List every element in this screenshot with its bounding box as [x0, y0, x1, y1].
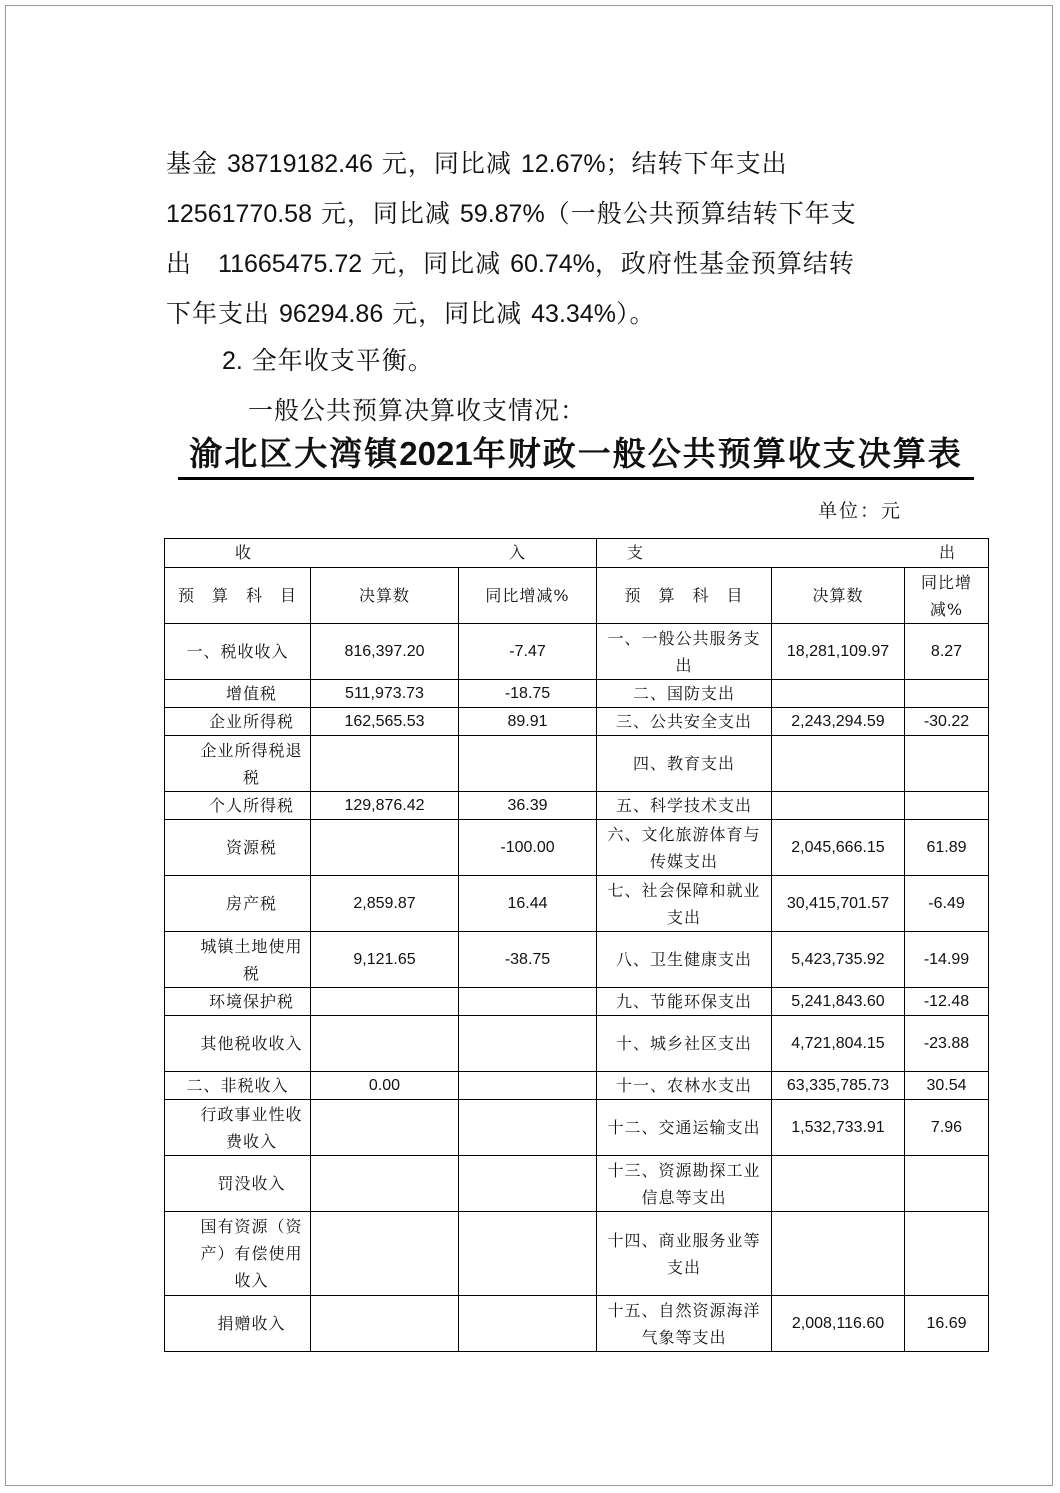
title-post: 年财政一般公共预算收支决算表: [472, 434, 963, 473]
income-item: 一、税收收入: [165, 624, 311, 680]
expense-change: -14.99: [905, 932, 989, 988]
expense-amount: 5,423,735.92: [772, 932, 905, 988]
paragraph-line-3: [166, 239, 896, 289]
expense-item: 一、一般公共服务支出: [597, 624, 772, 680]
amount: 38719182.46: [226, 150, 373, 178]
text-run: 元，同比减: [362, 249, 511, 278]
expense-change: 7.96: [905, 1100, 989, 1156]
text-run: 元，同比减: [383, 299, 532, 328]
expense-amount: 2,243,294.59: [772, 708, 905, 736]
income-group-right: 入: [508, 543, 526, 562]
expense-amount: 18,281,109.97: [772, 624, 905, 680]
income-change: 89.91: [459, 708, 597, 736]
percentage: 12.67%: [520, 150, 606, 178]
expense-amount: 63,335,785.73: [772, 1072, 905, 1100]
table-row: [165, 680, 989, 708]
expense-change: 30.54: [905, 1072, 989, 1100]
table-row: [165, 1212, 989, 1296]
income-change: -38.75: [459, 932, 597, 988]
income-change: [459, 1100, 597, 1156]
income-change: -18.75: [459, 680, 597, 708]
table-row: [165, 820, 989, 876]
expense-amount: [772, 792, 905, 820]
income-change: 16.44: [459, 876, 597, 932]
col-header-income-item: 预 算 科 目: [165, 568, 311, 624]
column-header-row: [165, 568, 989, 624]
col-header-income-amount: 决算数: [311, 568, 459, 624]
income-amount: [311, 1156, 459, 1212]
percentage: 60.74%: [510, 250, 595, 278]
body-paragraph: [166, 139, 896, 339]
expense-amount: [772, 736, 905, 792]
table-row: [165, 708, 989, 736]
text-run: （一般公共预算结转下年支: [544, 199, 857, 228]
paragraph-line-1: [166, 139, 896, 189]
table-row: [165, 1156, 989, 1212]
income-amount: 162,565.53: [311, 708, 459, 736]
col-header-expense-amount: 决算数: [772, 568, 905, 624]
expense-change: -6.49: [905, 876, 989, 932]
income-change: [459, 1296, 597, 1352]
amount: 12561770.58: [166, 200, 312, 228]
table-row: [165, 876, 989, 932]
expense-item: 二、国防支出: [597, 680, 772, 708]
expense-item: 十、城乡社区支出: [597, 1016, 772, 1072]
expense-group-header: [597, 539, 989, 568]
income-amount: 129,876.42: [311, 792, 459, 820]
income-change: [459, 1156, 597, 1212]
income-amount: [311, 988, 459, 1016]
table-row: [165, 1072, 989, 1100]
table-row: [165, 736, 989, 792]
list-number: 2.: [222, 347, 243, 375]
income-change: [459, 1212, 597, 1296]
text-run: ；结转下年支出: [605, 149, 788, 178]
income-amount: 2,859.87: [311, 876, 459, 932]
amount: 11665475.72: [218, 250, 363, 278]
table-row: [165, 1016, 989, 1072]
group-header-row: [165, 539, 989, 568]
expense-item: 三、公共安全支出: [597, 708, 772, 736]
income-item: 国有资源（资产）有偿使用收入: [165, 1212, 311, 1296]
expense-amount: [772, 1156, 905, 1212]
col-header-income-change: 同比增减%: [459, 568, 597, 624]
expense-amount: 2,045,666.15: [772, 820, 905, 876]
text-run: ，政府性基金预算结转: [594, 249, 855, 278]
income-change: [459, 988, 597, 1016]
income-amount: [311, 1016, 459, 1072]
expense-amount: 2,008,116.60: [772, 1296, 905, 1352]
income-item: 捐赠收入: [165, 1296, 311, 1352]
unit-label: 单位：元: [818, 500, 903, 522]
expense-item: 十三、资源勘探工业信息等支出: [597, 1156, 772, 1212]
expense-change: [905, 680, 989, 708]
income-item: 资源税: [165, 820, 311, 876]
income-amount: [311, 1100, 459, 1156]
income-amount: [311, 736, 459, 792]
income-amount: 0.00: [311, 1072, 459, 1100]
expense-amount: 4,721,804.15: [772, 1016, 905, 1072]
percentage: 43.34%: [531, 300, 616, 328]
income-item: 二、非税收入: [165, 1072, 311, 1100]
income-group-header: [165, 539, 597, 568]
income-change: -100.00: [459, 820, 597, 876]
expense-item: 十五、自然资源海洋气象等支出: [597, 1296, 772, 1352]
expense-change: [905, 736, 989, 792]
expense-item: 八、卫生健康支出: [597, 932, 772, 988]
paragraph-line-2: [166, 189, 896, 239]
income-item: 其他税收收入: [165, 1016, 311, 1072]
col-header-expense-item: 预 算 科 目: [597, 568, 772, 624]
table-row: [165, 988, 989, 1016]
expense-amount: 5,241,843.60: [772, 988, 905, 1016]
income-change: [459, 1072, 597, 1100]
income-item: 企业所得税退税: [165, 736, 311, 792]
expense-change: -12.48: [905, 988, 989, 1016]
expense-amount: 30,415,701.57: [772, 876, 905, 932]
expense-change: [905, 792, 989, 820]
income-amount: [311, 820, 459, 876]
income-item: 企业所得税: [165, 708, 311, 736]
income-amount: [311, 1296, 459, 1352]
expense-item: 六、文化旅游体育与传媒支出: [597, 820, 772, 876]
text-run: ）。: [615, 299, 656, 328]
title-year: 2021: [399, 435, 473, 472]
income-amount: 511,973.73: [311, 680, 459, 708]
income-amount: 816,397.20: [311, 624, 459, 680]
income-change: 36.39: [459, 792, 597, 820]
table-row: [165, 1296, 989, 1352]
amount: 96294.86: [278, 300, 384, 328]
table-row: [165, 624, 989, 680]
expense-item: 十二、交通运输支出: [597, 1100, 772, 1156]
expense-item: 十一、农林水支出: [597, 1072, 772, 1100]
expense-amount: [772, 1212, 905, 1296]
table-row: [165, 1100, 989, 1156]
text-run: 元，同比减: [311, 199, 460, 228]
expense-item: 十四、商业服务业等支出: [597, 1212, 772, 1296]
expense-change: 8.27: [905, 624, 989, 680]
expense-change: 16.69: [905, 1296, 989, 1352]
expense-group-right: 出: [938, 543, 956, 562]
expense-item: 七、社会保障和就业支出: [597, 876, 772, 932]
expense-amount: [772, 680, 905, 708]
text-run: 出: [166, 249, 219, 278]
income-item: 环境保护税: [165, 988, 311, 1016]
expense-change: -23.88: [905, 1016, 989, 1072]
income-item: 行政事业性收费收入: [165, 1100, 311, 1156]
col-header-expense-change: 同比增减%: [905, 568, 989, 624]
table-intro: 一般公共预算决算收支情况：: [248, 396, 587, 425]
income-change: -7.47: [459, 624, 597, 680]
income-item: 增值税: [165, 680, 311, 708]
expense-item: 五、科学技术支出: [597, 792, 772, 820]
budget-table: [164, 538, 989, 1352]
percentage: 59.87%: [459, 200, 545, 228]
income-amount: [311, 1212, 459, 1296]
expense-item: 四、教育支出: [597, 736, 772, 792]
paragraph-line-4: [166, 289, 896, 339]
title-pre: 渝北区大湾镇: [189, 434, 400, 473]
expense-change: [905, 1156, 989, 1212]
expense-item: 九、节能环保支出: [597, 988, 772, 1016]
income-item: 罚没收入: [165, 1156, 311, 1212]
expense-amount: 1,532,733.91: [772, 1100, 905, 1156]
income-item: 房产税: [165, 876, 311, 932]
table-row: [165, 932, 989, 988]
text-run: 基金: [166, 149, 227, 178]
list-item-2: [222, 336, 434, 386]
income-change: [459, 736, 597, 792]
income-amount: 9,121.65: [311, 932, 459, 988]
text-run: 元，同比减: [372, 149, 521, 178]
table-body: [165, 539, 989, 1352]
table-row: [165, 792, 989, 820]
income-change: [459, 1016, 597, 1072]
expense-change: [905, 1212, 989, 1296]
income-item: 个人所得税: [165, 792, 311, 820]
table-title: [178, 431, 974, 480]
list-text: 全年收支平衡。: [242, 346, 434, 375]
income-item: 城镇土地使用税: [165, 932, 311, 988]
expense-change: -30.22: [905, 708, 989, 736]
text-run: 下年支出: [166, 299, 279, 328]
expense-change: 61.89: [905, 820, 989, 876]
income-group-left: 收: [235, 543, 253, 562]
expense-group-left: 支: [627, 543, 645, 562]
